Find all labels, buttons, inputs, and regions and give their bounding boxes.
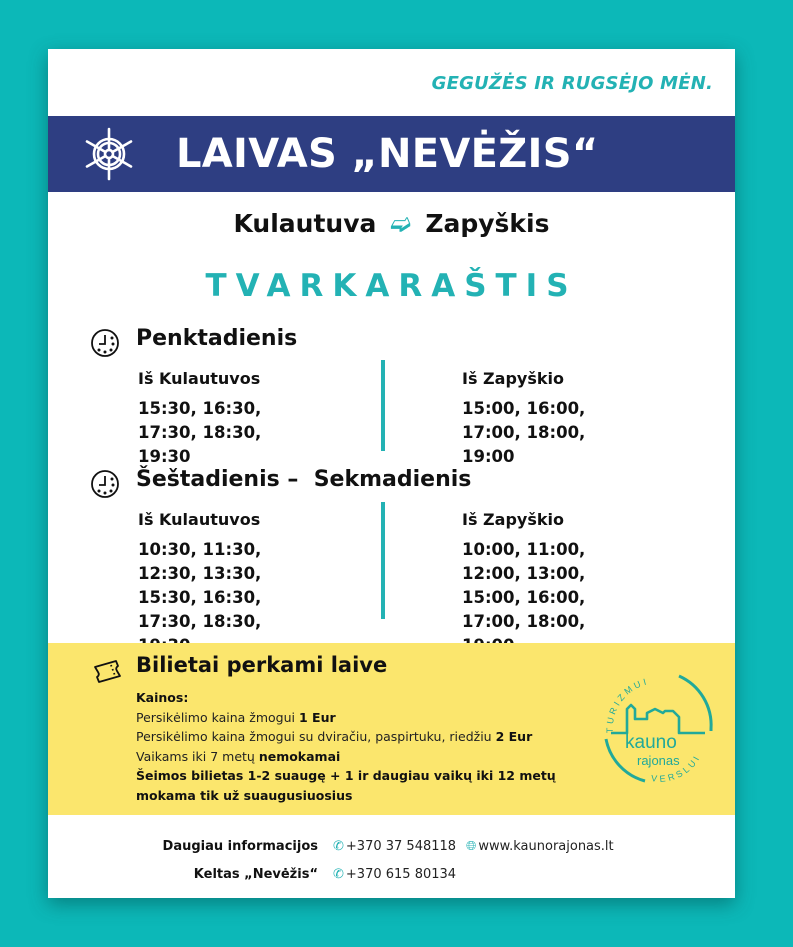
phone-number: +370 615 80134: [345, 867, 457, 882]
ship-wheel-icon: [82, 127, 136, 181]
price-line: [136, 727, 556, 747]
prices-label: Kainos:: [136, 690, 189, 705]
departures-zapyskis: [462, 369, 642, 469]
departure-times: 10:00, 11:00, 12:00, 13:00, 15:00, 16:00, 17:00, 18:00,: [462, 540, 586, 631]
ferry-phone[interactable]: [333, 861, 456, 889]
price-text: Persikėlimo kaina žmogui: [136, 709, 299, 725]
phone-icon: ✆: [333, 839, 344, 854]
route-from: Kulautuva: [233, 209, 377, 238]
phone-icon: ✆: [333, 867, 344, 882]
route: [48, 209, 735, 238]
globe-icon: 🌐︎: [466, 839, 477, 854]
phone-number: +370 37 548118: [345, 839, 457, 854]
departures-kulautuva: [138, 510, 318, 658]
day-name: Šeštadienis – Sekmadienis: [136, 467, 472, 492]
price-line: [136, 747, 556, 767]
kauno-rajonas-logo: [593, 663, 725, 795]
more-info-phone[interactable]: [333, 833, 456, 861]
column-divider: [381, 502, 385, 619]
ship-title: LAIVAS „NEVĖŽIS“: [176, 131, 599, 177]
route-to: Zapyškis: [425, 209, 550, 238]
price-value: nemokamai: [258, 748, 341, 764]
season-label: GEGUŽĖS IR RUGSĖJO MĖN.: [431, 73, 713, 94]
logo-name-1: kauno: [625, 732, 677, 753]
departure-times: 15:30, 16:30, 17:30, 18:30, 19:30: [138, 399, 262, 466]
logo-name-2: rajonas: [637, 753, 680, 768]
ticket-icon: [92, 658, 124, 684]
clock-icon: [90, 328, 120, 358]
price-text: Persikėlimo kaina žmogui su dviračiu, paspirtuku, riedžiu: [136, 729, 496, 744]
column-divider: [381, 360, 385, 451]
departure-times: 10:30, 11:30, 12:30, 13:30, 15:30, 16:30, 17:30, 18:30,: [138, 540, 262, 631]
family-ticket-line1: Šeimos bilietas 1-2 suaugę + 1 ir daugiau vaikų iki 12 metų: [136, 768, 556, 783]
family-ticket-line2: mokama tik už suaugusiuosius: [136, 787, 353, 803]
departures-zapyskis: [462, 510, 642, 658]
website-url: www.kaunorajonas.lt: [478, 839, 614, 854]
day-name: Penktadienis: [136, 326, 298, 351]
departure-times: 15:00, 16:00, 17:00, 18:00, 19:00: [462, 399, 586, 466]
tickets-section: [48, 643, 735, 815]
departure-label: Iš Zapyškio: [462, 510, 564, 529]
price-list: [136, 688, 556, 805]
departure-label: Iš Zapyškio: [462, 369, 564, 388]
price-value: 1 Eur: [298, 709, 336, 725]
ferry-label: Keltas „Nevėžis“: [193, 867, 318, 882]
website-link[interactable]: [466, 833, 614, 861]
schedule-heading: TVARKARAŠTIS: [205, 268, 578, 304]
departures-kulautuva: [138, 369, 318, 469]
price-value: 2 Eur: [495, 729, 533, 744]
departure-label: Iš Kulautuvos: [138, 369, 261, 388]
clock-icon: [90, 469, 120, 499]
title-band: [48, 116, 735, 192]
schedule-poster: [48, 49, 735, 898]
departure-label: Iš Kulautuvos: [138, 510, 261, 529]
price-text: Vaikams iki 7 metų: [136, 748, 259, 764]
logo-business-text: VERSLUI: [650, 752, 703, 785]
tickets-title: Bilietai perkami laive: [136, 653, 388, 677]
price-line: [136, 708, 556, 728]
more-info-label: Daugiau informacijos: [162, 839, 318, 854]
logo-tourism-text: TURIZMUI: [604, 675, 651, 734]
double-arrow-right-icon: ➫: [390, 209, 412, 238]
